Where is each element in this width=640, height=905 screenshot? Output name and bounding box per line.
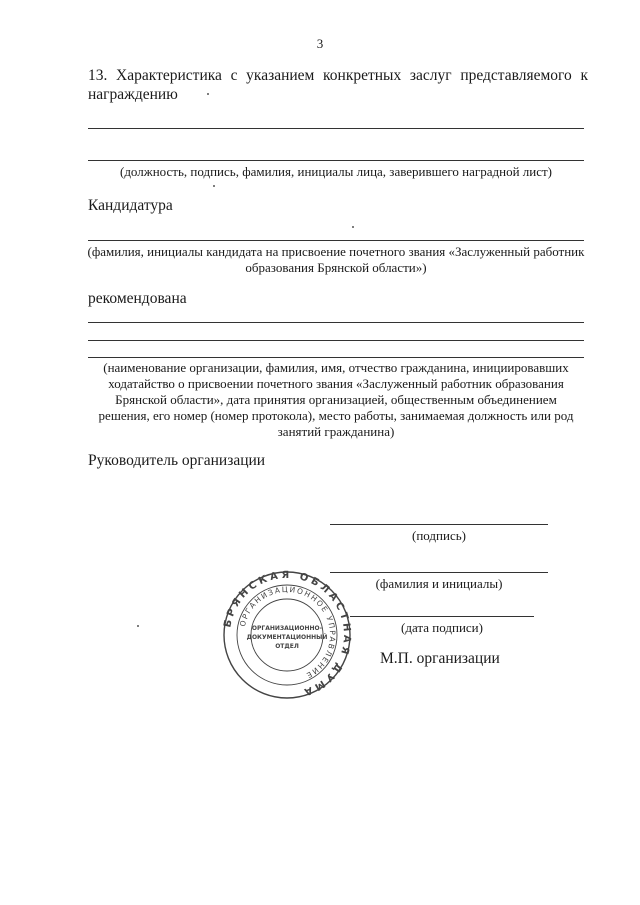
page-number: 3: [316, 36, 324, 51]
candidacy-label: Кандидатура: [88, 197, 173, 214]
date-caption: (дата подписи): [401, 620, 483, 635]
signature-line: [330, 524, 548, 525]
certifier-caption: (должность, подпись, фамилия, инициалы лица, заверившего наградной лист): [119, 164, 553, 179]
seal-inner-arc: ОРГАНИЗАЦИОННОЕ УПРАВЛЕНИЕ: [237, 584, 338, 681]
scan-speck: [137, 625, 139, 627]
blank-line: [88, 240, 584, 241]
head-label: Руководитель организации: [88, 452, 266, 469]
stamp-place-label: М.П. организации: [380, 650, 500, 667]
seal-center-line: ДОКУМЕНТАЦИОННЫЙ: [246, 634, 328, 641]
recommended-label: рекомендована: [88, 290, 187, 307]
scan-speck: [352, 226, 354, 228]
seal-center-line: ОТДЕЛ: [275, 643, 299, 650]
signature-caption: (подпись): [412, 528, 466, 543]
blank-line: [88, 160, 584, 161]
name-caption: (фамилия и инициалы): [375, 576, 503, 591]
blank-line: [88, 322, 584, 323]
official-seal: [222, 570, 352, 700]
scan-speck: [207, 93, 209, 95]
blank-line: [88, 340, 584, 341]
seal-outer-arc: БРЯНСКАЯ ОБЛАСТНАЯ ДУМА: [222, 570, 352, 699]
scan-speck: [213, 185, 215, 187]
name-line: [330, 572, 548, 573]
seal-center-line: ОРГАНИЗАЦИОННО-: [251, 625, 323, 632]
organization-caption: (наименование организации, фамилия, имя, отчество гражданина, инициировавших ходатайство о присвоении почетного звания «Заслуженный работник образования Брянской области», дата принятия организацией, общественным объединением решения, его номер (номер протокола), место работы, занимаемая должность или род занятий гражданина): [98, 360, 574, 439]
blank-line: [88, 128, 584, 129]
blank-line: [88, 357, 584, 358]
date-line: [350, 616, 534, 617]
candidate-caption: (фамилия, инициалы кандидата на присвоение почетного звания «Заслуженный работник образования Брянской области»): [87, 244, 585, 275]
section-heading: 13. Характеристика с указанием конкретных заслуг представляемого к награждению: [88, 67, 588, 103]
